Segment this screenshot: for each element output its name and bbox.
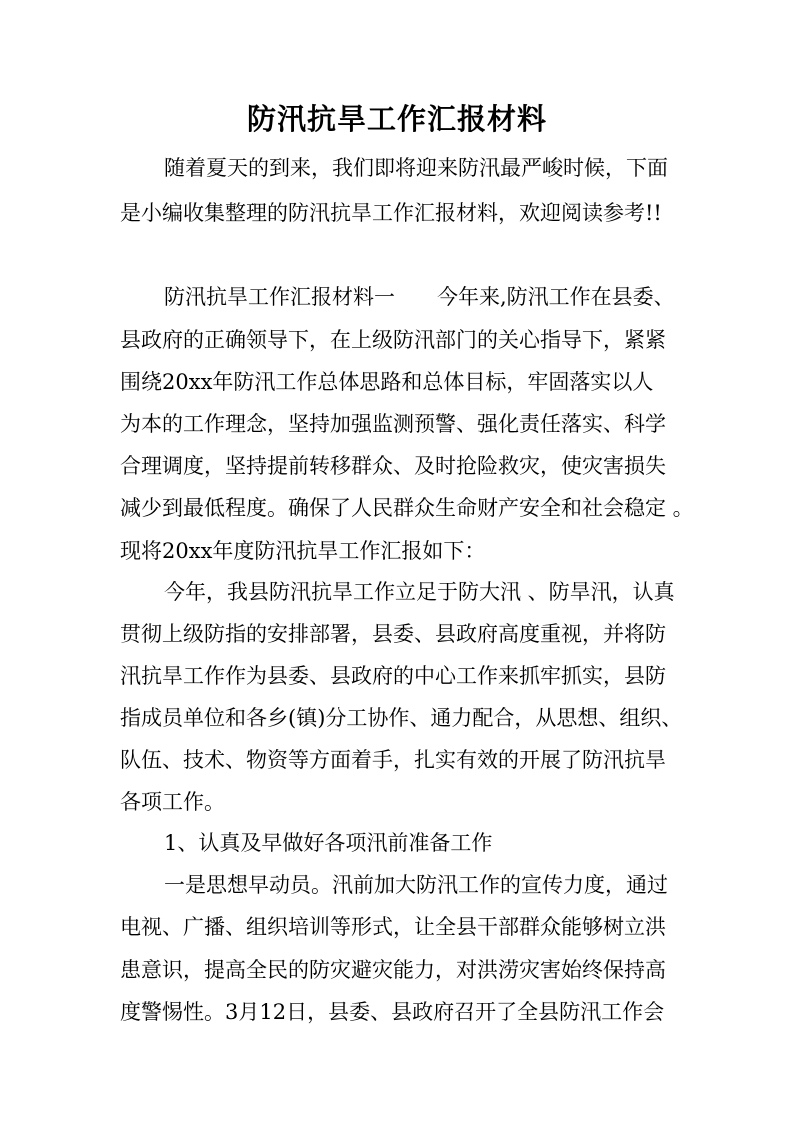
paragraph-line: 电视、广播、组织培训等形式，让全县干部群众能够树立洪 xyxy=(120,915,666,939)
paragraph-line: 现将20xx年度防汛抗旱工作汇报如下： xyxy=(120,539,486,563)
paragraph-line: 合理调度，坚持提前转移群众、及时抢险救灾，使灾害损失 xyxy=(120,454,666,478)
paragraph-line: 县政府的正确领导下，在上级防汛部门的关心指导下，紧紧 xyxy=(120,328,666,352)
section-heading: 1、认真及早做好各项汛前准备工作 xyxy=(164,831,493,855)
paragraph-line: 是小编收集整理的防汛抗旱工作汇报材料，欢迎阅读参考!! xyxy=(120,201,662,225)
paragraph-line: 队伍、技术、物资等方面着手，扎实有效的开展了防汛抗旱 xyxy=(120,748,666,772)
paragraph-line: 一是思想早动员。汛前加大防汛工作的宣传力度，通过 xyxy=(164,873,668,897)
paragraph-line: 减少到最低程度。确保了人民群众生命财产安全和社会稳定 。 xyxy=(120,496,694,520)
paragraph-line: 指成员单位和各乡(镇)分工协作、通力配合，从思想、组织、 xyxy=(120,706,683,730)
paragraph-line: 今年，我县防汛抗旱工作立足于防大汛 、防旱汛，认真 xyxy=(164,580,675,604)
paragraph-line: 随着夏天的到来，我们即将迎来防汛最严峻时候，下面 xyxy=(164,156,668,180)
paragraph-line: 汛抗旱工作作为县委、县政府的中心工作来抓牢抓实，县防 xyxy=(120,664,666,688)
paragraph-line: 贯彻上级防指的安排部署，县委、县政府高度重视，并将防 xyxy=(120,622,666,646)
document-title: 防汛抗旱工作汇报材料 xyxy=(246,102,547,136)
paragraph-line: 度警惕性。3月12日，县委、县政府召开了全县防汛工作会 xyxy=(120,1000,665,1024)
paragraph-line: 各项工作。 xyxy=(120,790,225,814)
paragraph-line: 围绕20xx年防汛工作总体思路和总体目标，牢固落实以人 xyxy=(120,370,654,394)
paragraph-line: 患意识，提高全民的防灾避灾能力，对洪涝灾害始终保持高 xyxy=(120,958,666,982)
paragraph-line: 为本的工作理念，坚持加强监测预警、强化责任落实、科学 xyxy=(120,412,666,436)
paragraph-line: 防汛抗旱工作汇报材料一 今年来,防汛工作在县委、 xyxy=(164,285,675,309)
